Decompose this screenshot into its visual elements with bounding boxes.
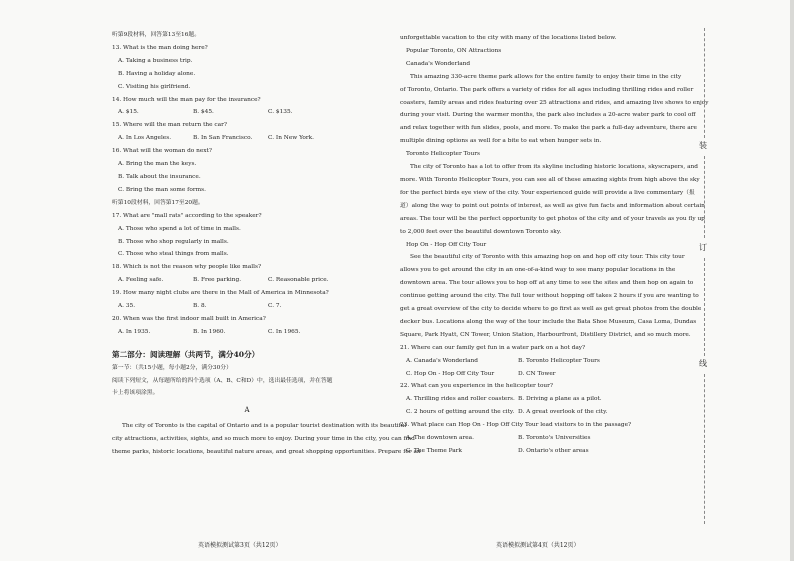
wonderland-heading: Canada's Wonderland xyxy=(406,60,471,67)
option: A. Feeling safe. xyxy=(118,277,164,284)
options-row xyxy=(112,300,382,313)
passage-line: 道）along the way to point out points of interest, as well as give fun facts and information about certain xyxy=(400,202,705,209)
option: A. In Los Angeles. xyxy=(118,135,172,142)
listening-intro-9: 听第9段材料，回答第13至16题。 xyxy=(112,32,201,38)
option: C. Hop On - Hop Off City Tour xyxy=(406,370,495,377)
options-row xyxy=(112,326,382,339)
option: B. In 1960. xyxy=(193,328,226,335)
hop-on-heading: Hop On - Hop Off City Tour xyxy=(406,241,487,248)
passage-line: areas. The tour will be the perfect opportunity to get photos of the city and of your travels as you fly up xyxy=(400,215,705,222)
listening-intro-10: 听第10段材料，回答第17至20题。 xyxy=(112,199,204,206)
instructions-line-2: 卡上将该项涂黑。 xyxy=(112,390,159,397)
question-23: 23. What place can Hop On - Hop Off City Tour lead visitors to in the passage? xyxy=(400,422,632,429)
option: B. Toronto Helicopter Tours xyxy=(518,357,600,364)
option: C. In New York. xyxy=(268,135,315,142)
options-row xyxy=(400,445,692,458)
option: A. 35. xyxy=(118,303,136,310)
passage-line: city attractions, activities, sights, and so much more to enjoy. During your time in the city, you can find xyxy=(112,436,415,443)
passage-line: get a great overview of the city to decide where to go first as well as get great photos from the double xyxy=(400,306,702,313)
option: B. In San Francisco. xyxy=(193,135,253,142)
question-14: 14. How much will the man pay for the insurance? xyxy=(112,96,261,103)
cut-line xyxy=(704,156,706,238)
part-two-heading: 第二部分：阅读理解（共两节，满分40分） xyxy=(112,349,260,359)
passage-line: This amazing 330-acre theme park allows for the entire family to enjoy their time in the city xyxy=(410,73,682,80)
passage-line: decker bus. Locations along the way of the tour include the Bata Shoe Museum, Casa Loma, Dundas xyxy=(400,318,697,325)
passage-line: during your visit. During the warmer months, the park also includes a 20-acre water park to cool off xyxy=(400,112,696,119)
options-row xyxy=(112,106,382,119)
passage-line: unforgettable vacation to the city with many of the locations listed below. xyxy=(400,35,617,41)
option: A. Bring the man the keys. xyxy=(118,161,197,168)
options-row xyxy=(112,274,382,287)
question-15: 15. Where will the man return the car? xyxy=(112,122,227,129)
option: A. Those who spend a lot of time in malls. xyxy=(118,225,241,232)
passage-line: theme parks, historic locations, beautiful nature areas, and great shopping opportunities. Prepare for an xyxy=(112,449,421,456)
page-footer-left: 英语模拟测试第3页（共12页） xyxy=(198,542,282,549)
option: D. A great overlook of the city. xyxy=(518,409,608,416)
passage-line: The city of Toronto has a lot to offer from its skyline including historic locations, skyscrapers, and xyxy=(410,164,698,171)
option: B. $45. xyxy=(193,109,214,116)
option: B. 8. xyxy=(193,303,207,310)
binding-char: 线 xyxy=(699,359,707,368)
option: C. 2 hours of getting around the city. xyxy=(406,409,515,416)
right-column xyxy=(400,32,709,458)
option: B. Talk about the insurance. xyxy=(118,173,201,180)
passage-line: more. With Toronto Helicopter Tours, you can see all of these amazing sights from high above the sky xyxy=(400,176,700,183)
attractions-heading: Popular Toronto, ON Attractions xyxy=(406,47,502,54)
passage-letter: A xyxy=(244,406,250,415)
option: D. CN Tower xyxy=(518,370,556,377)
binding-char: 装 xyxy=(699,141,707,150)
passage-line: downtown area. The tour allows you to hop off at any time to see the sites and then hop on again to xyxy=(400,280,694,287)
option: A. In 1935. xyxy=(118,328,151,335)
passage-line: allows you to get around the city in an one-of-a-kind way to see many popular locations in the xyxy=(400,267,676,274)
question-17: 17. What are "mall rats" according to the speaker? xyxy=(112,212,262,219)
cut-line xyxy=(704,28,706,138)
option: C. Those who steal things from malls. xyxy=(118,251,229,258)
option: A. Taking a business trip. xyxy=(118,57,193,64)
options-row xyxy=(400,393,692,406)
question-20: 20. When was the first indoor mall built in America? xyxy=(112,315,266,322)
section-one-heading: 第一节：（共15小题，每小题2分，满分30分） xyxy=(112,364,232,371)
option: C. $135. xyxy=(268,109,293,116)
option: C. In 1965. xyxy=(268,328,301,335)
left-column xyxy=(112,29,421,459)
instructions-line-1: 阅读下列短文，从每题所给的四个选项（A、B、C和D）中，选出最佳选项，并在答题 xyxy=(112,377,333,384)
options-row xyxy=(400,355,692,368)
passage-line: for the perfect birds eye view of the city. Your experienced guide will provide a live commentary（报 xyxy=(400,189,695,196)
option: C. Bring the man some forms. xyxy=(118,186,206,193)
passage-line: continue getting around the city. The full tour without hopping off takes 2 hours if you are wanting to xyxy=(400,293,699,300)
helicopter-heading: Toronto Helicopter Tours xyxy=(406,151,480,158)
passage-line: and relax together with fun slides, pools, and more. To make the park a full-day adventure, there are xyxy=(400,125,697,132)
question-21: 21. Where can our family get fun in a water park on a hot day? xyxy=(400,344,586,351)
option: C. 7. xyxy=(268,303,282,310)
question-16: 16. What will the woman do next? xyxy=(112,148,212,155)
binding-margin xyxy=(700,0,720,561)
passage-line: to 2,000 feet over the beautiful downtown Toronto sky. xyxy=(400,228,562,235)
options-row xyxy=(400,406,692,419)
option: A. The downtown area. xyxy=(406,435,474,442)
question-19: 19. How many night clubs are there in the Mall of America in Minnesota? xyxy=(112,290,329,297)
passage-line: of Toronto, Ontario. The park offers a variety of rides for all ages including thrilling rides and roller xyxy=(400,86,694,93)
binding-char: 订 xyxy=(699,243,707,252)
option: C. The Theme Park xyxy=(406,448,462,454)
question-13: 13. What is the man doing here? xyxy=(112,44,208,51)
page-edge xyxy=(790,0,794,561)
option: B. Having a holiday alone. xyxy=(118,70,196,77)
passage-line: multiple dining options as well for a bite to eat when hunger sets in. xyxy=(400,138,602,145)
page-footer-right: 英语模拟测试第4页（共12页） xyxy=(496,542,580,549)
option: A. Thrilling rides and roller coasters. xyxy=(406,396,515,403)
option: B. Free parking. xyxy=(193,277,242,284)
passage-line: The city of Toronto is the capital of Ontario and is a popular tourist destination with its beautiful xyxy=(122,423,407,430)
option: C. Visiting his girlfriend. xyxy=(118,83,191,90)
option: D. Ontario's other areas xyxy=(518,448,589,454)
option: A. $15. xyxy=(118,109,139,116)
options-row xyxy=(400,432,692,445)
option: C. Reasonable price. xyxy=(268,277,329,284)
cut-line xyxy=(704,258,706,356)
question-18: 18. Which is not the reason why people like malls? xyxy=(112,264,262,271)
option: B. Those who shop regularly in malls. xyxy=(118,238,229,245)
question-22: 22. What can you experience in the helicopter tour? xyxy=(400,383,554,390)
options-row xyxy=(400,368,692,381)
passage-line: coasters, family areas and rides featuring over 25 attractions and rides, and amazing live shows to enjoy xyxy=(400,99,709,106)
option: A. Canada's Wonderland xyxy=(406,357,478,364)
passage-line: Square, Park Hyatt, CN Tower, Union Station, Harbourfront, Distillery District, and so much more. xyxy=(400,331,691,338)
cut-line xyxy=(704,374,706,524)
option: B. Toronto's Universities xyxy=(518,435,591,442)
option: B. Driving a plane as a pilot. xyxy=(518,396,602,403)
passage-line: See the beautiful city of Toronto with this amazing hop on and hop off city tour. This city tour xyxy=(410,254,685,261)
options-row xyxy=(112,132,382,145)
